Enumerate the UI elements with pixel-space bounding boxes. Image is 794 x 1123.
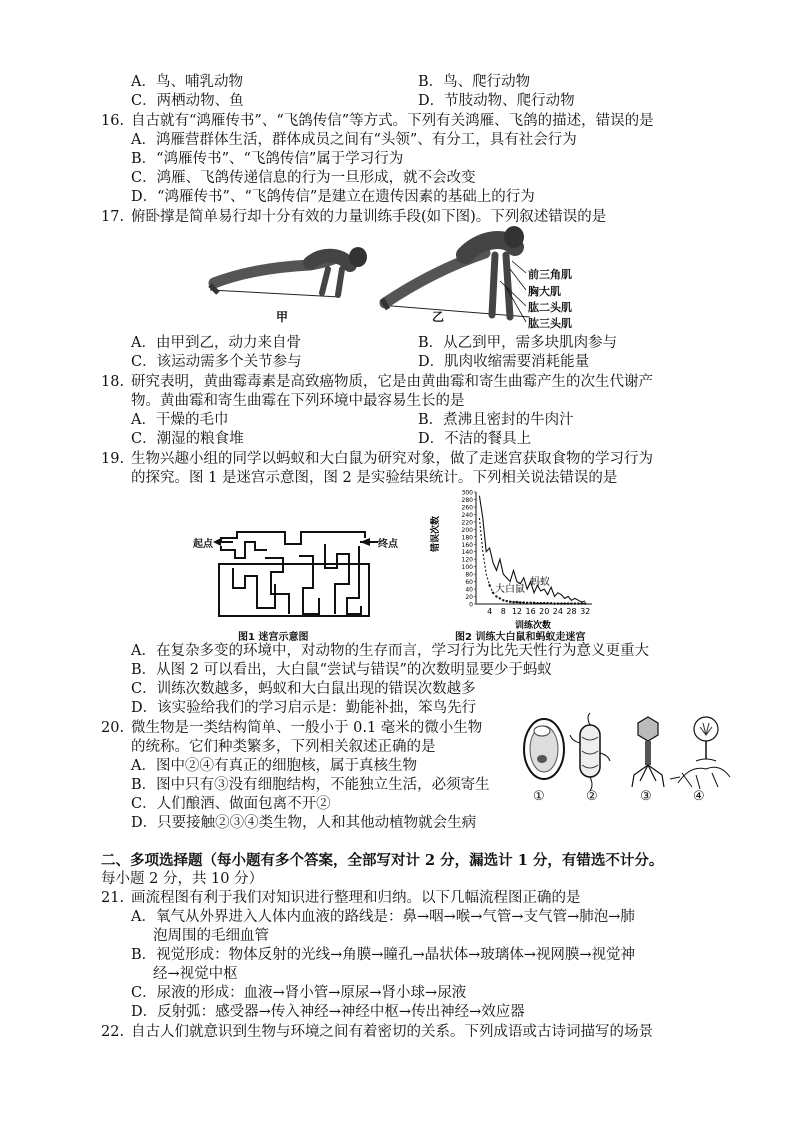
q20-stem-line2: 的统称。它们种类繁多，下列相关叙述正确的是 — [131, 739, 436, 755]
x-tick-label: 28 — [566, 607, 577, 616]
x-tick-label: 20 — [539, 607, 550, 616]
q16-option-b: B．“鸿雁传书”、“飞鸽传信”属于学习行为 — [131, 151, 404, 167]
rat-data-point — [553, 602, 555, 604]
y-tick-label: 40 — [465, 586, 473, 594]
rat-data-point — [488, 584, 490, 586]
rat-data-point — [543, 602, 545, 604]
q22-number: 22. — [101, 1024, 125, 1040]
q22-stem: 自古人们就意识到生物与环境之间有着密切的关系。下列成语或古诗词描写的场景 — [131, 1024, 653, 1040]
rat-data-point — [564, 602, 566, 604]
section2-title-line1: 二、多项选择题（每小题有多个答案，全部写对计 2 分，漏选计 1 分，有错选不计分。 — [101, 852, 664, 869]
q21-option-b-line1: B．视觉形成：物体反射的光线→角膜→瞳孔→晶状体→玻璃体→视网膜→视觉神 — [131, 947, 636, 963]
mold-drawing — [670, 717, 730, 789]
y-tick-label: 160 — [461, 541, 473, 549]
q20-option-d: D．只要接触②③④类生物，人和其他动植物就会生病 — [131, 815, 477, 831]
q20-stem-line1: 微生物是一类结构简单、一般小于 0.1 毫米的微小生物 — [131, 720, 483, 736]
q15-option-a: A．鸟、哺乳动物 — [131, 74, 243, 90]
yeast-cell-drawing — [524, 719, 564, 779]
pushup-figure-b — [380, 226, 530, 322]
y-tick-label: 80 — [465, 571, 473, 579]
error-count-chart — [431, 488, 600, 631]
fig-label-3: ③ — [640, 789, 652, 804]
muscle-label-triceps: 肱三头肌 — [528, 317, 572, 330]
rat-data-point — [509, 601, 511, 603]
rat-data-point — [577, 602, 579, 604]
y-tick-label: 20 — [465, 594, 473, 602]
section2-title-line2: 每小题 2 分，共 10 分） — [101, 871, 264, 887]
q21-option-c: C．尿液的形成：血液→肾小管→原尿→肾小球→尿液 — [131, 985, 467, 1001]
y-tick-label: 60 — [465, 579, 473, 587]
q18-option-c: C．潮湿的粮食堆 — [131, 431, 244, 447]
q18-number: 18. — [101, 374, 125, 390]
series-label-rat: 大白鼠 — [495, 584, 525, 595]
q17-option-a: A．由甲到乙，动力来自骨 — [131, 335, 301, 351]
y-tick-label: 300 — [461, 489, 473, 497]
q17-option-c: C．该运动需多个关节参与 — [131, 354, 302, 370]
fig2-caption: 图2 训练大白鼠和蚂蚁走迷宫 — [455, 632, 586, 643]
pushup-figure-a — [210, 247, 367, 297]
rat-data-point — [570, 602, 572, 604]
q19-option-b: B．从图 2 可以看出，大白鼠“尝试与错误”的次数明显要少于蚂蚁 — [131, 662, 552, 678]
x-tick-label: 4 — [487, 607, 493, 616]
q21-option-b-line2: 经→视觉中枢 — [153, 966, 238, 982]
fig-label-1: ① — [533, 789, 545, 804]
rat-data-point — [536, 602, 538, 604]
q20-option-c: C．人们酿酒、做面包离不开② — [131, 796, 331, 812]
q15-option-b: B．鸟、爬行动物 — [418, 74, 531, 90]
fig1-caption: 图1 迷宫示意图 — [238, 632, 309, 643]
rat-data-point — [492, 592, 494, 594]
rat-data-point — [499, 597, 501, 599]
rat-data-point — [584, 602, 586, 604]
q19-option-a: A．在复杂多变的环境中，对动物的生存而言，学习行为比先天性行为意义更重大 — [131, 643, 649, 659]
q21-option-d: D．反射弧：感受器→传入神经→神经中枢→传出神经→效应器 — [131, 1004, 525, 1020]
y-tick-label: 180 — [461, 534, 473, 542]
rat-data-point — [550, 602, 552, 604]
rat-data-point — [516, 601, 518, 603]
q18-option-a: A．干燥的毛巾 — [131, 412, 229, 428]
q21-option-a-line1: A．氧气从外界进入人体内血液的路线是：鼻→咽→喉→气管→支气管→肺泡→肺 — [131, 909, 635, 925]
muscle-label-deltoid: 前三角肌 — [528, 268, 572, 281]
q19-option-d: D．该实验给我们的学习启示是：勤能补拙，笨鸟先行 — [131, 700, 477, 716]
rat-data-point — [526, 602, 528, 604]
q17-option-b: B．从乙到甲，需多块肌肉参与 — [418, 335, 618, 351]
x-tick-label: 8 — [500, 607, 506, 616]
rat-data-point — [546, 602, 548, 604]
muscle-label-pectoralis: 胸大肌 — [528, 285, 561, 298]
rat-data-point — [557, 602, 559, 604]
muscle-label-biceps: 肱二头肌 — [528, 301, 572, 314]
q16-option-a: A．鸿雁营群体生活，群体成员之间有“头领”、有分工，具有社会行为 — [131, 132, 577, 148]
q17-option-d: D．肌肉收缩需要消耗能量 — [418, 354, 590, 370]
q21-option-a-line2: 泡周围的毛细血管 — [153, 928, 269, 944]
q19-option-c: C．训练次数越多，蚂蚁和大白鼠出现的错误次数越多 — [131, 681, 476, 697]
q19-stem-line2: 的探究。图 1 是迷宫示意图，图 2 是实验结果统计。下列相关说法错误的是 — [131, 470, 618, 486]
q17-number: 17. — [101, 209, 125, 225]
y-tick-label: 260 — [461, 504, 473, 512]
y-tick-label: 280 — [461, 496, 473, 504]
chart-x-label: 训练次数 — [515, 621, 552, 631]
bacteriophage-drawing — [632, 717, 664, 787]
rat-data-point — [502, 599, 504, 601]
y-tick-label: 220 — [461, 519, 473, 527]
q18-stem-line2: 物。黄曲霉和寄生曲霉在下列环境中最容易生长的是 — [131, 393, 465, 409]
x-tick-label: 12 — [511, 607, 523, 616]
rat-data-point — [529, 602, 531, 604]
q19-stem-line1: 生物兴趣小组的同学以蚂蚁和大白鼠为研究对象，做了走迷宫获取食物的学习行为 — [131, 451, 653, 467]
rat-data-point — [512, 601, 514, 603]
maze-end-label: 终点 — [378, 539, 398, 550]
rat-data-point — [574, 602, 576, 604]
bacterium-drawing — [570, 713, 610, 791]
x-tick-label: 16 — [525, 607, 536, 616]
q16-stem: 自古就有“鸿雁传书”、“飞鸽传信”等方式。下列有关鸿雁、飞鸽的描述，错误的是 — [131, 113, 654, 129]
q15-option-c: C．两栖动物、鱼 — [131, 93, 244, 109]
q18-stem-line1: 研究表明，黄曲霉毒素是高致癌物质，它是由黄曲霉和寄生曲霉产生的次生代谢产 — [131, 374, 653, 390]
y-tick-label: 100 — [461, 564, 473, 572]
rat-data-point — [495, 595, 497, 597]
q18-option-b: B．煮沸且密封的牛肉汁 — [418, 412, 574, 428]
fig-label-2: ② — [586, 789, 598, 804]
x-tick-label: 32 — [580, 607, 591, 616]
chart-y-label: 错误次数 — [431, 515, 441, 552]
q21-number: 21. — [101, 890, 125, 906]
q16-option-c: C．鸿雁、飞鸽传递信息的行为一旦形成，就不会改变 — [131, 170, 476, 186]
x-tick-label: 24 — [552, 607, 563, 616]
rat-data-point — [506, 600, 508, 602]
y-tick-label: 140 — [461, 549, 473, 557]
rat-data-point — [540, 602, 542, 604]
q19-number: 19. — [101, 451, 125, 467]
series-label-ant: 蚂蚁 — [530, 577, 550, 588]
q17-stem: 俯卧撑是简单易行却十分有效的力量训练手段(如下图)。下列叙述错误的是 — [131, 209, 607, 225]
y-tick-label: 200 — [461, 526, 473, 534]
q20-option-b: B．图中只有③没有细胞结构，不能独立生活，必须寄生 — [131, 777, 490, 793]
y-tick-label: 120 — [461, 556, 473, 564]
q20-number: 20. — [101, 720, 125, 736]
q18-option-d: D．不洁的餐具上 — [418, 431, 532, 447]
q16-option-d: D．“鸿雁传书”、“飞鸽传信”是建立在遗传因素的基础上的行为 — [131, 189, 535, 205]
q20-option-a: A．图中②④有真正的细胞核，属于真核生物 — [131, 758, 417, 774]
y-tick-label: 0 — [469, 601, 473, 609]
fig-label-4: ④ — [693, 789, 705, 804]
pushup-label-a: 甲 — [276, 310, 289, 324]
q16-number: 16. — [101, 113, 125, 129]
pushup-label-b: 乙 — [432, 310, 445, 324]
rat-data-point — [560, 602, 562, 604]
maze-diagram — [215, 528, 380, 618]
rat-data-point — [567, 602, 569, 604]
rat-data-point — [533, 602, 535, 604]
rat-data-point — [519, 601, 521, 603]
rat-data-point — [523, 601, 525, 603]
rat-data-point — [581, 602, 583, 604]
q21-stem: 画流程图有利于我们对知识进行整理和归纳。以下几幅流程图正确的是 — [131, 890, 581, 906]
q15-option-d: D．节肢动物、爬行动物 — [418, 93, 575, 109]
y-tick-label: 240 — [461, 511, 473, 519]
maze-start-label: 起点 — [193, 539, 213, 550]
